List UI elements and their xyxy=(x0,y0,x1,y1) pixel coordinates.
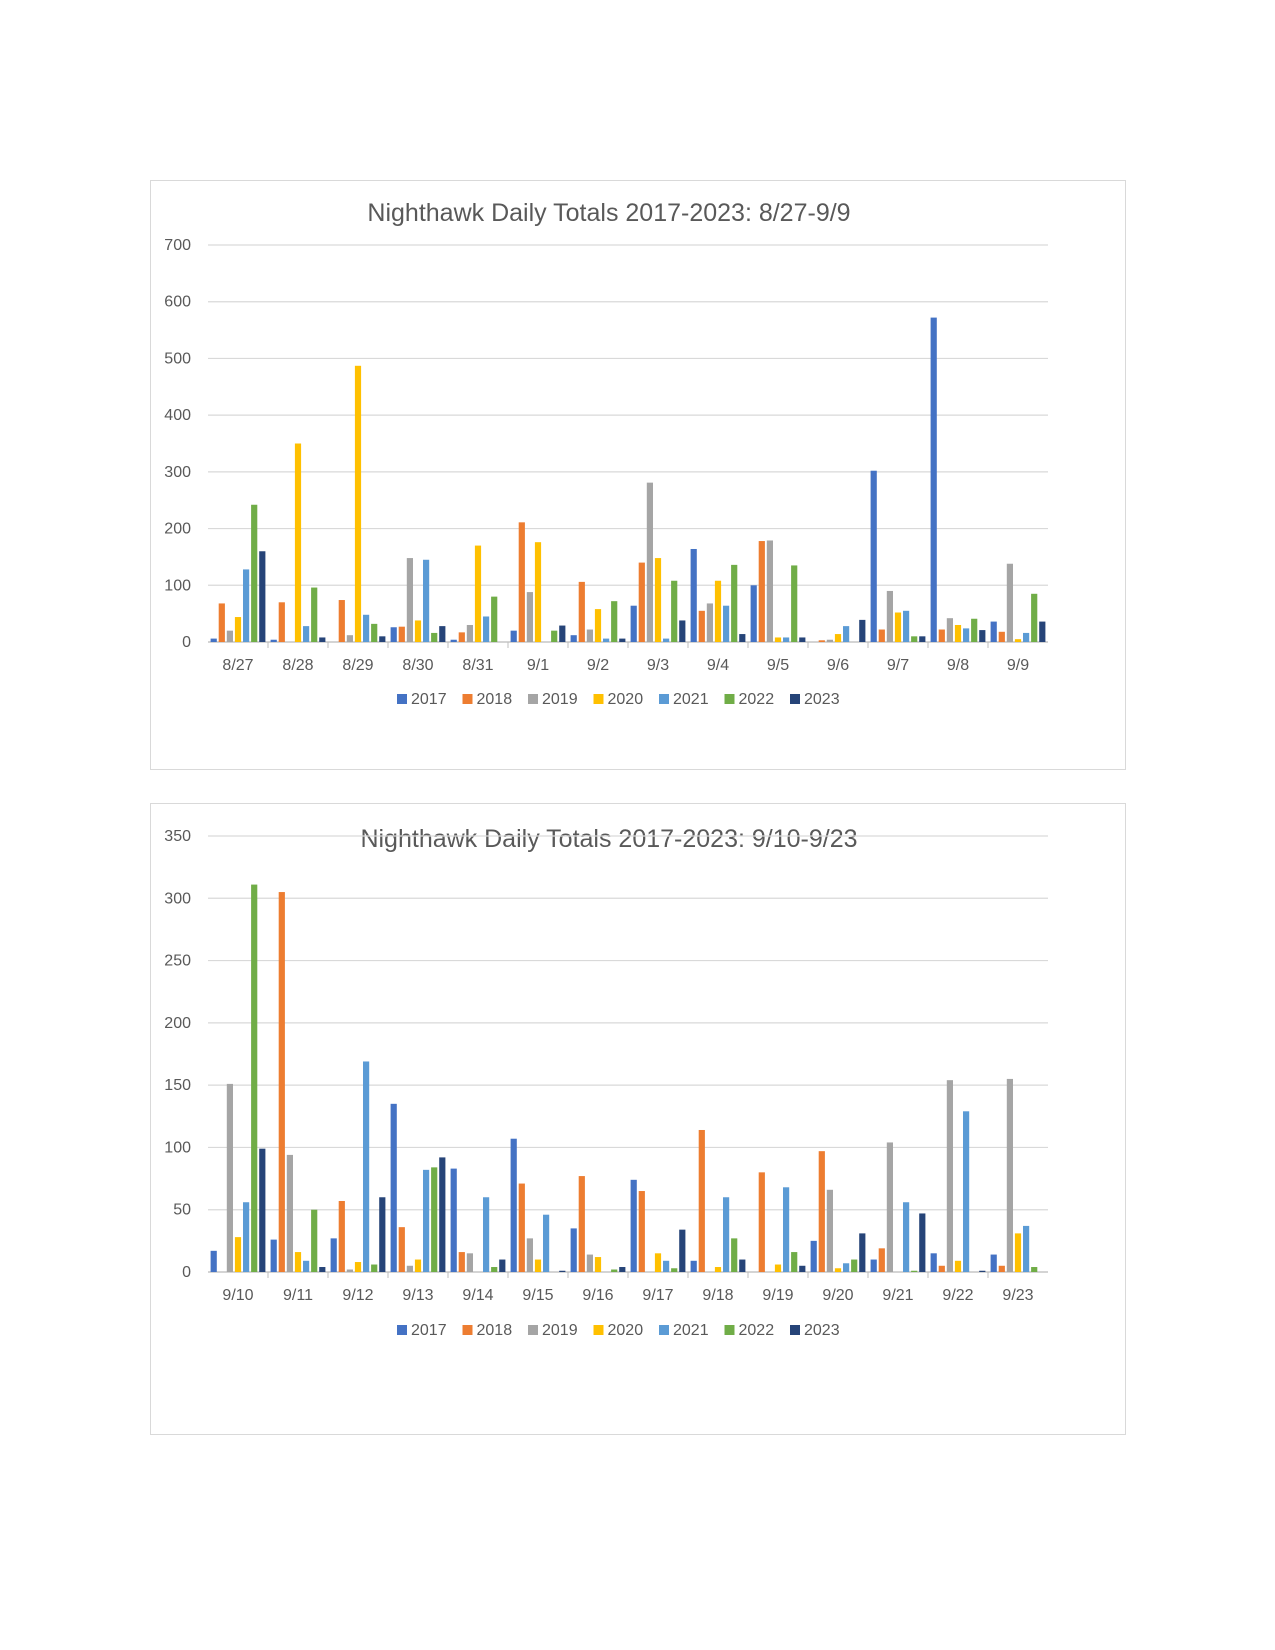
bar-2023-9-18 xyxy=(739,1260,745,1272)
bar-2020-8-27 xyxy=(235,617,241,642)
bar-2017-9-2 xyxy=(571,635,577,642)
bar-2020-9-20 xyxy=(835,1268,841,1272)
bar-2021-9-19 xyxy=(783,1187,789,1272)
bar-2021-9-3 xyxy=(663,639,669,642)
x-tick-label: 8/28 xyxy=(282,657,314,674)
legend-label-2023: 2023 xyxy=(804,1322,840,1339)
bar-2018-8-27 xyxy=(219,603,225,642)
bar-2019-8-27 xyxy=(227,631,233,642)
x-tick-label: 8/29 xyxy=(342,657,374,674)
bar-2022-9-8 xyxy=(971,619,977,642)
bar-2020-9-22 xyxy=(955,1261,961,1272)
bar-2017-8-28 xyxy=(271,640,277,642)
bar-2023-9-20 xyxy=(859,1233,865,1272)
legend-swatch-2022 xyxy=(725,694,735,704)
bar-2018-9-12 xyxy=(339,1201,345,1272)
bar-2019-9-10 xyxy=(227,1084,233,1272)
bar-2017-9-15 xyxy=(511,1139,517,1272)
x-tick-label: 9/14 xyxy=(462,1287,494,1304)
bar-2019-8-30 xyxy=(407,558,413,642)
bar-2020-9-2 xyxy=(595,609,601,642)
bar-2017-9-4 xyxy=(691,549,697,642)
bar-2018-9-22 xyxy=(939,1266,945,1272)
bar-2020-9-10 xyxy=(235,1237,241,1272)
legend-swatch-2020 xyxy=(594,1325,604,1335)
bar-2023-9-14 xyxy=(499,1260,505,1272)
x-tick-label: 9/6 xyxy=(826,657,850,674)
bar-2020-9-16 xyxy=(595,1257,601,1272)
y-tick-label: 0 xyxy=(182,634,191,651)
bar-2018-9-15 xyxy=(519,1184,525,1272)
bar-2021-9-9 xyxy=(1023,633,1029,642)
x-tick-label: 9/15 xyxy=(522,1287,554,1304)
bar-2017-8-31 xyxy=(451,640,457,642)
bar-2022-9-19 xyxy=(791,1252,797,1272)
legend-swatch-2017 xyxy=(397,1325,407,1335)
bar-2019-9-6 xyxy=(827,640,833,642)
bar-2021-9-22 xyxy=(963,1111,969,1272)
bar-2021-9-8 xyxy=(963,628,969,642)
bar-2017-9-18 xyxy=(691,1261,697,1272)
bar-2022-9-13 xyxy=(431,1167,437,1272)
bar-2020-8-29 xyxy=(355,366,361,642)
bar-2019-9-3 xyxy=(647,483,653,642)
bar-2023-9-12 xyxy=(379,1197,385,1272)
bar-2019-9-7 xyxy=(887,591,893,642)
bar-2021-8-30 xyxy=(423,560,429,642)
bar-2018-8-31 xyxy=(459,632,465,642)
bar-2018-9-19 xyxy=(759,1172,765,1272)
legend-swatch-2020 xyxy=(594,694,604,704)
bar-2020-9-8 xyxy=(955,625,961,642)
bar-2019-9-15 xyxy=(527,1238,533,1272)
bar-2021-9-10 xyxy=(243,1202,249,1272)
bar-2021-8-31 xyxy=(483,616,489,642)
bar-2017-9-5 xyxy=(751,585,757,642)
bar-chart-1 xyxy=(151,181,1127,771)
legend-label-2020: 2020 xyxy=(607,691,644,708)
legend-label-2021: 2021 xyxy=(673,1322,709,1339)
bar-2021-8-28 xyxy=(303,626,309,642)
bar-2022-9-12 xyxy=(371,1265,377,1272)
bar-2023-9-15 xyxy=(559,1271,565,1272)
bar-2020-9-13 xyxy=(415,1260,421,1272)
bar-2023-9-10 xyxy=(259,1149,265,1272)
bar-2017-8-30 xyxy=(391,627,397,642)
bar-2019-9-1 xyxy=(527,592,533,642)
bar-2023-8-30 xyxy=(439,626,445,642)
x-tick-label: 8/31 xyxy=(462,657,494,674)
legend-swatch-2018 xyxy=(463,1325,473,1335)
bar-2021-9-13 xyxy=(423,1170,429,1272)
x-tick-label: 9/17 xyxy=(642,1287,674,1304)
x-tick-label: 9/16 xyxy=(582,1287,614,1304)
bar-2019-9-2 xyxy=(587,630,593,642)
bar-2018-9-11 xyxy=(279,892,285,1272)
bar-2022-8-27 xyxy=(251,505,257,642)
bar-2022-9-1 xyxy=(551,631,557,642)
chart-panel-1 xyxy=(150,180,1126,770)
bar-2023-9-7 xyxy=(919,636,925,642)
bar-2017-9-23 xyxy=(991,1255,997,1272)
bar-2019-9-23 xyxy=(1007,1079,1013,1272)
bar-2022-9-9 xyxy=(1031,594,1037,642)
bar-2023-9-2 xyxy=(619,639,625,642)
bar-2023-9-13 xyxy=(439,1157,445,1272)
bar-2020-9-6 xyxy=(835,634,841,642)
bar-2023-9-6 xyxy=(859,620,865,642)
bar-2017-9-13 xyxy=(391,1104,397,1272)
bar-2019-9-12 xyxy=(347,1270,353,1272)
bar-2019-9-14 xyxy=(467,1253,473,1272)
bar-2018-9-3 xyxy=(639,563,645,642)
bar-2017-9-7 xyxy=(871,471,877,642)
bar-2021-9-15 xyxy=(543,1215,549,1272)
bar-2019-9-13 xyxy=(407,1266,413,1272)
bar-2023-9-5 xyxy=(799,637,805,642)
bar-2017-9-3 xyxy=(631,606,637,642)
bar-2018-9-14 xyxy=(459,1252,465,1272)
bar-2022-9-10 xyxy=(251,885,257,1272)
y-tick-label: 700 xyxy=(164,237,191,254)
bar-2018-9-1 xyxy=(519,522,525,642)
bar-2021-9-12 xyxy=(363,1061,369,1272)
bar-2019-9-20 xyxy=(827,1190,833,1272)
bar-2018-9-16 xyxy=(579,1176,585,1272)
legend-label-2022: 2022 xyxy=(738,691,775,708)
bar-2018-9-7 xyxy=(879,630,885,642)
bar-2023-9-8 xyxy=(979,630,985,642)
bar-2021-9-21 xyxy=(903,1202,909,1272)
bar-2023-9-21 xyxy=(919,1213,925,1272)
legend-label-2020: 2020 xyxy=(607,1322,644,1339)
bar-2019-8-31 xyxy=(467,625,473,642)
x-tick-label: 9/10 xyxy=(222,1287,254,1304)
bar-2017-9-9 xyxy=(991,622,997,642)
bar-2017-9-1 xyxy=(511,631,517,642)
x-tick-label: 9/3 xyxy=(646,657,670,674)
bar-2023-9-17 xyxy=(679,1230,685,1272)
bar-2020-9-17 xyxy=(655,1253,661,1272)
bar-2017-9-12 xyxy=(331,1238,337,1272)
chart-panel-2 xyxy=(150,803,1126,1435)
y-tick-label: 600 xyxy=(164,293,191,311)
bar-2020-9-11 xyxy=(295,1252,301,1272)
legend-swatch-2017 xyxy=(397,694,407,704)
bar-2018-9-2 xyxy=(579,582,585,642)
bar-2022-9-17 xyxy=(671,1268,677,1272)
bar-2020-9-23 xyxy=(1015,1233,1021,1272)
bar-2021-8-27 xyxy=(243,569,249,642)
bar-2021-9-23 xyxy=(1023,1226,1029,1272)
legend-label-2018: 2018 xyxy=(476,1322,513,1339)
bar-2019-9-4 xyxy=(707,603,713,642)
bar-2017-9-22 xyxy=(931,1253,937,1272)
bar-2022-8-30 xyxy=(431,633,437,642)
bar-2017-9-11 xyxy=(271,1240,277,1272)
x-tick-label: 8/27 xyxy=(222,657,254,674)
x-tick-label: 9/18 xyxy=(702,1287,734,1304)
bar-2023-9-11 xyxy=(319,1267,325,1272)
bar-2022-9-11 xyxy=(311,1210,317,1272)
bar-2023-9-4 xyxy=(739,634,745,642)
bar-2023-9-3 xyxy=(679,620,685,642)
bar-2020-9-4 xyxy=(715,581,721,642)
x-tick-label: 9/23 xyxy=(1002,1287,1034,1304)
bar-2020-9-12 xyxy=(355,1262,361,1272)
bar-2017-9-21 xyxy=(871,1260,877,1272)
bar-2022-8-31 xyxy=(491,597,497,642)
legend-label-2017: 2017 xyxy=(411,1322,447,1339)
bar-2020-9-9 xyxy=(1015,639,1021,642)
bar-2020-9-7 xyxy=(895,613,901,642)
y-tick-label: 200 xyxy=(164,520,191,538)
bar-2017-9-8 xyxy=(931,318,937,642)
bar-2018-9-20 xyxy=(819,1151,825,1272)
bar-2021-9-7 xyxy=(903,611,909,642)
bar-2020-9-15 xyxy=(535,1260,541,1272)
x-tick-label: 9/21 xyxy=(882,1287,914,1304)
y-tick-label: 500 xyxy=(164,350,191,368)
bar-2020-8-30 xyxy=(415,620,421,642)
legend-swatch-2021 xyxy=(659,1325,669,1335)
bar-2018-9-9 xyxy=(999,632,1005,642)
x-tick-label: 9/5 xyxy=(766,657,790,674)
legend-label-2023: 2023 xyxy=(804,691,840,708)
bar-2023-9-16 xyxy=(619,1267,625,1272)
bar-2023-9-19 xyxy=(799,1266,805,1272)
x-tick-label: 9/8 xyxy=(946,657,970,674)
legend-swatch-2019 xyxy=(528,1325,538,1335)
x-tick-label: 9/7 xyxy=(886,657,910,674)
x-tick-label: 9/4 xyxy=(706,657,730,674)
bar-2021-8-29 xyxy=(363,615,369,642)
legend-label-2019: 2019 xyxy=(542,1322,578,1339)
x-tick-label: 9/9 xyxy=(1006,657,1030,674)
x-tick-label: 9/20 xyxy=(822,1287,854,1304)
bar-2022-9-4 xyxy=(731,565,737,642)
bar-2018-8-29 xyxy=(339,600,345,642)
y-tick-label: 100 xyxy=(164,577,191,595)
bar-2019-9-22 xyxy=(947,1080,953,1272)
bar-2023-9-1 xyxy=(559,626,565,642)
bar-2019-9-5 xyxy=(767,540,773,642)
x-tick-label: 9/12 xyxy=(342,1287,374,1304)
chart-title: Nighthawk Daily Totals 2017-2023: 9/10-9/23 xyxy=(360,825,858,853)
bar-2020-9-5 xyxy=(775,637,781,642)
legend-label-2017: 2017 xyxy=(411,691,447,708)
bar-2018-9-13 xyxy=(399,1227,405,1272)
bar-2017-9-20 xyxy=(811,1241,817,1272)
bar-2018-9-6 xyxy=(819,640,825,642)
bar-2022-9-18 xyxy=(731,1238,737,1272)
bar-2022-9-20 xyxy=(851,1260,857,1272)
bar-2021-9-6 xyxy=(843,626,849,642)
bar-2017-8-27 xyxy=(211,639,217,642)
y-tick-label: 150 xyxy=(164,1077,191,1095)
bar-2021-9-14 xyxy=(483,1197,489,1272)
legend-swatch-2023 xyxy=(790,694,800,704)
bar-2018-9-18 xyxy=(699,1130,705,1272)
bar-2018-9-17 xyxy=(639,1191,645,1272)
bar-2022-9-21 xyxy=(911,1271,917,1272)
bar-2020-9-19 xyxy=(775,1265,781,1272)
bar-2019-8-29 xyxy=(347,635,353,642)
bar-2023-8-28 xyxy=(319,637,325,642)
y-tick-label: 350 xyxy=(164,828,191,845)
bar-2019-9-21 xyxy=(887,1142,893,1272)
bar-2022-9-14 xyxy=(491,1267,497,1272)
bar-2017-9-16 xyxy=(571,1228,577,1272)
bar-2018-9-8 xyxy=(939,630,945,642)
bar-2019-9-16 xyxy=(587,1255,593,1272)
bar-2021-9-5 xyxy=(783,637,789,642)
bar-2023-9-9 xyxy=(1039,622,1045,642)
chart-title: Nighthawk Daily Totals 2017-2023: 8/27-9/9 xyxy=(367,199,851,227)
y-tick-label: 200 xyxy=(164,1014,191,1032)
x-tick-label: 8/30 xyxy=(402,657,434,674)
bar-2018-8-30 xyxy=(399,627,405,642)
x-tick-label: 9/19 xyxy=(762,1287,794,1304)
legend-label-2019: 2019 xyxy=(542,691,578,708)
bar-2022-9-16 xyxy=(611,1270,617,1272)
bar-2017-9-10 xyxy=(211,1251,217,1272)
bar-2022-9-3 xyxy=(671,581,677,642)
bar-2020-9-1 xyxy=(535,542,541,642)
bar-chart-2 xyxy=(151,804,1127,1436)
bar-2022-9-2 xyxy=(611,601,617,642)
bar-2021-9-4 xyxy=(723,606,729,642)
bar-2021-9-17 xyxy=(663,1261,669,1272)
x-tick-label: 9/11 xyxy=(283,1287,313,1304)
y-tick-label: 300 xyxy=(164,463,191,481)
bar-2023-8-29 xyxy=(379,636,385,642)
bar-2021-9-18 xyxy=(723,1197,729,1272)
bar-2023-9-22 xyxy=(979,1271,985,1272)
y-tick-label: 300 xyxy=(164,890,191,908)
legend-label-2022: 2022 xyxy=(738,1322,775,1339)
bar-2018-9-21 xyxy=(879,1248,885,1272)
x-tick-label: 9/22 xyxy=(942,1287,974,1304)
bar-2021-9-20 xyxy=(843,1263,849,1272)
bar-2018-9-23 xyxy=(999,1266,1005,1272)
legend-swatch-2021 xyxy=(659,694,669,704)
bar-2021-9-2 xyxy=(603,639,609,642)
bar-2023-8-27 xyxy=(259,551,265,642)
bar-2017-9-14 xyxy=(451,1169,457,1272)
legend-label-2021: 2021 xyxy=(673,691,709,708)
x-tick-label: 9/13 xyxy=(402,1287,434,1304)
bar-2018-9-5 xyxy=(759,541,765,642)
y-tick-label: 400 xyxy=(164,407,191,425)
bar-2019-9-11 xyxy=(287,1155,293,1272)
x-tick-label: 9/2 xyxy=(586,657,610,674)
bar-2020-8-31 xyxy=(475,546,481,642)
bar-2022-9-23 xyxy=(1031,1267,1037,1272)
y-tick-label: 0 xyxy=(182,1264,191,1281)
bar-2022-8-28 xyxy=(311,588,317,642)
bar-2020-9-18 xyxy=(715,1267,721,1272)
bar-2022-9-5 xyxy=(791,565,797,642)
bar-2018-8-28 xyxy=(279,602,285,642)
bar-2020-9-3 xyxy=(655,558,661,642)
bar-2021-9-11 xyxy=(303,1261,309,1272)
legend-swatch-2018 xyxy=(463,694,473,704)
bar-2019-9-9 xyxy=(1007,564,1013,642)
bar-2020-8-28 xyxy=(295,444,301,643)
bar-2017-9-17 xyxy=(631,1180,637,1272)
legend-swatch-2022 xyxy=(725,1325,735,1335)
y-tick-label: 100 xyxy=(164,1139,191,1157)
bar-2018-9-4 xyxy=(699,611,705,642)
legend-swatch-2019 xyxy=(528,694,538,704)
bar-2022-9-7 xyxy=(911,636,917,642)
bar-2022-8-29 xyxy=(371,624,377,642)
legend-label-2018: 2018 xyxy=(476,691,513,708)
legend-swatch-2023 xyxy=(790,1325,800,1335)
bar-2019-9-8 xyxy=(947,618,953,642)
y-tick-label: 50 xyxy=(173,1201,191,1219)
y-tick-label: 250 xyxy=(164,952,191,970)
x-tick-label: 9/1 xyxy=(526,657,550,674)
